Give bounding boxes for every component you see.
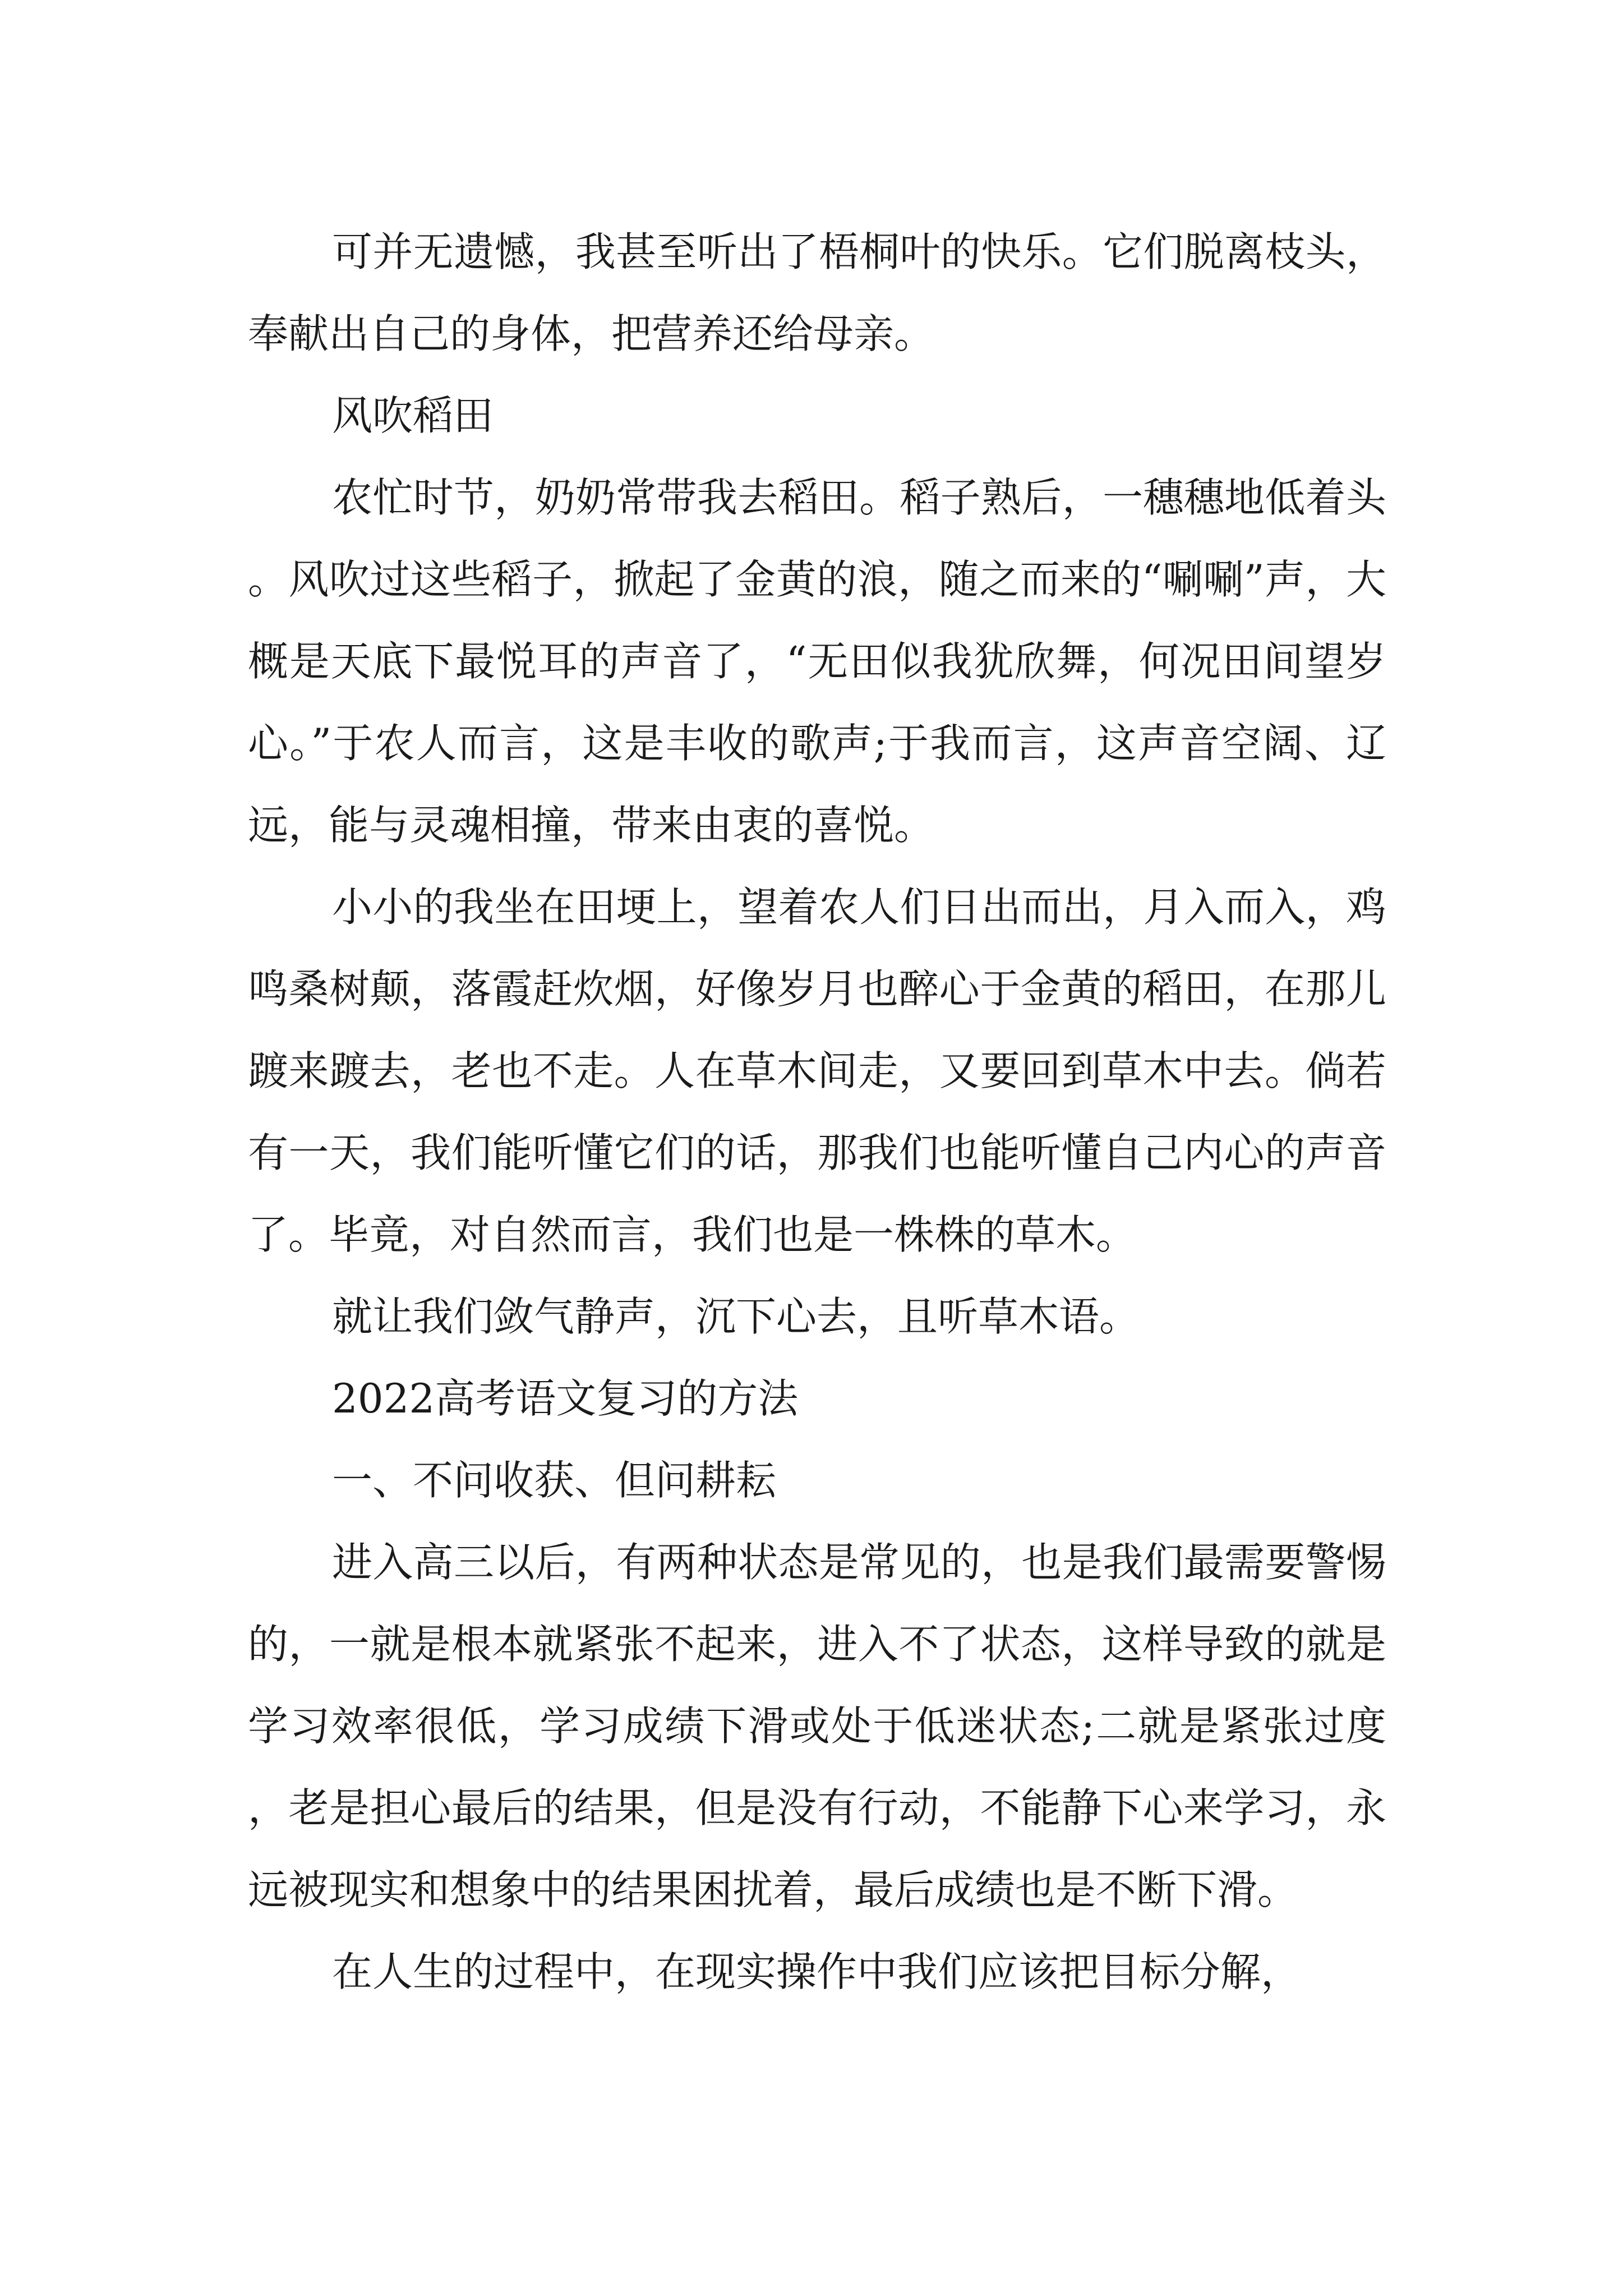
section-heading: 2022高考语文复习的方法 [332,1375,799,1422]
paragraph: 可并无遗憾，我甚至听出了梧桐叶的快乐。它们脱离枝头，奉献出自己的身体，把营养还给母亲。 [248,228,1386,357]
paragraph: 就让我们敛气静声，沉下心去，且听草木语。 [332,1293,1140,1340]
subsection-heading: 一、不问收获、但问耕耘 [332,1457,777,1504]
document-body [248,211,1386,2013]
section-heading: 风吹稻田 [332,392,494,439]
paragraph: 农忙时节，奶奶常带我去稻田。稻子熟后，一穗穗地低着头。风吹过这些稻子，掀起了金黄的浪，随之而来的“唰唰”声，大概是天底下最悦耳的声音了，“无田似我犹欣舞，何况田间望岁心。”于农人而言，这是丰收的歌声;于我而言，这声音空阔、辽远，能与灵魂相撞，带来由衷的喜悦。 [248,474,1386,849]
paragraph: 小小的我坐在田埂上，望着农人们日出而出，月入而入，鸡鸣桑树颠，落霞赶炊烟，好像岁月也醉心于金黄的稻田，在那儿踱来踱去，老也不走。人在草木间走，又要回到草木中去。倘若有一天，我们能听懂它们的话，那我们也能听懂自己内心的声音了。毕竟，对自然而言，我们也是一株株的草木。 [248,884,1386,1258]
paragraph: 进入高三以后，有两种状态是常见的，也是我们最需要警惕的，一就是根本就紧张不起来，进入不了状态，这样导致的就是学习效率很低，学习成绩下滑或处于低迷状态;二就是紧张过度，老是担心最后的结果，但是没有行动，不能静下心来学习，永远被现实和想象中的结果困扰着，最后成绩也是不断下滑。 [248,1539,1386,1913]
paragraph: 在人生的过程中，在现实操作中我们应该把目标分解， [332,1948,1302,1995]
